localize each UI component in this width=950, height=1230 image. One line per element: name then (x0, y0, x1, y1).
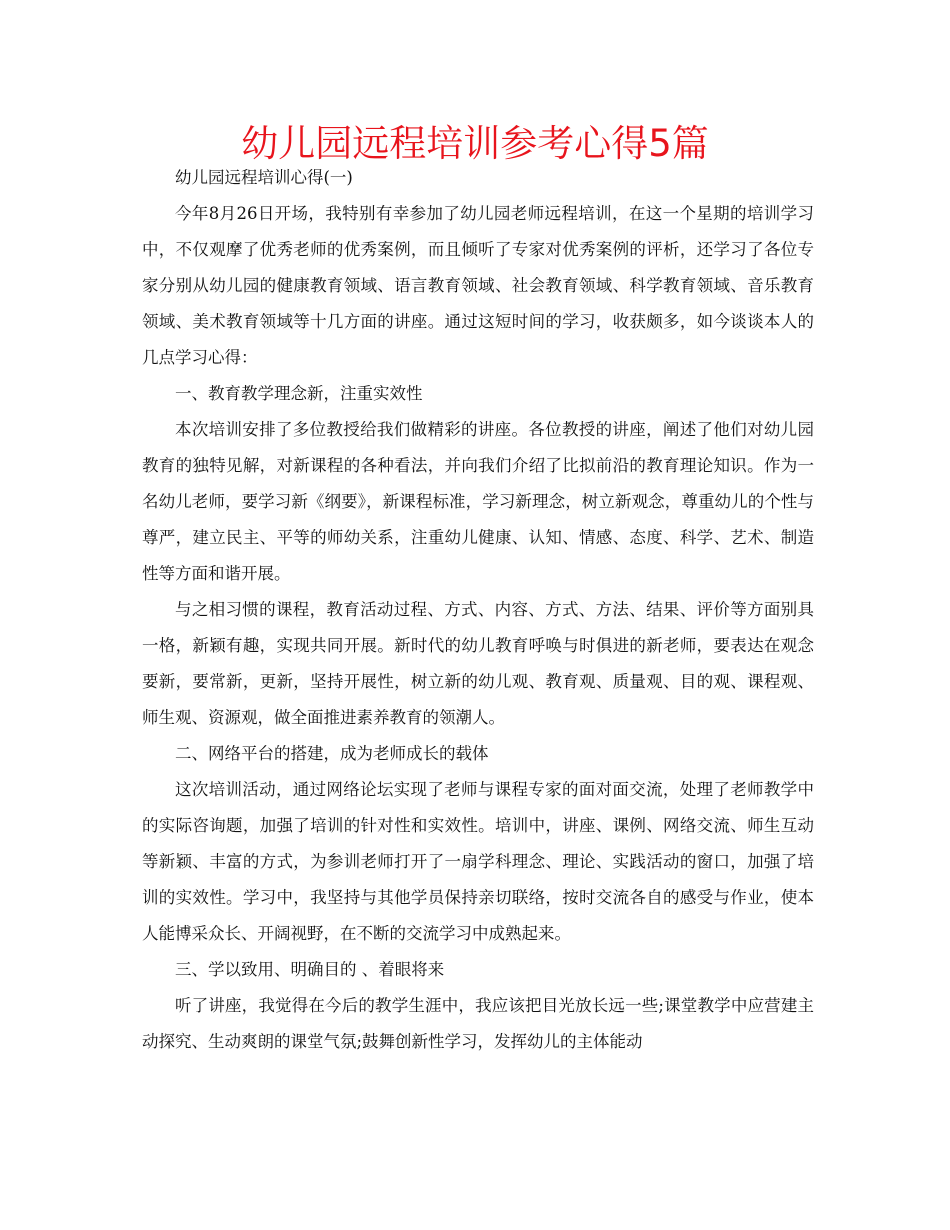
paragraph-section-3: 听了讲座，我觉得在今后的教学生涯中，我应该把目光放长远一些;课堂教学中应营建主动探究、生动爽朗的课堂气氛;鼓舞创新性学习，发挥幼儿的主体能动 (142, 996, 814, 1051)
section-heading-3: 三、学以致用、明确目的 、着眼将来 (175, 960, 445, 979)
section-heading-2: 二、网络平台的搭建，成为老师成长的载体 (175, 744, 489, 763)
paragraph-intro: 今年8月26日开场，我特别有幸参加了幼儿园老师远程培训，在这一个星期的培训学习中，不仅观摩了优秀老师的优秀案例，而且倾听了专家对优秀案例的评析，还学习了各位专家分别从幼儿园的健康教育领域、语言教育领域、社会教育领域、科学教育领域、音乐教育领域、美术教育领域等十几方面的讲座。通过这短时间的学习，收获颇多，如今谈谈本人的几点学习心得： (142, 204, 814, 367)
section-heading-1: 一、教育教学理念新，注重实效性 (175, 384, 423, 403)
document-subtitle: 幼儿园远程培训心得(一) (175, 168, 353, 187)
document-title: 幼儿园远程培训参考心得5篇 (241, 122, 709, 165)
paragraph-section-1-a: 本次培训安排了多位教授给我们做精彩的讲座。各位教授的讲座，阐述了他们对幼儿园教育的独特见解，对新课程的各种看法，并向我们介绍了比拟前沿的教育理论知识。作为一名幼儿老师，要学习新《纲要》，新课程标准，学习新理念，树立新观念，尊重幼儿的个性与尊严，建立民主、平等的师幼关系，注重幼儿健康、认知、情感、态度、科学、艺术、制造性等方面和谐开展。 (142, 420, 814, 583)
paragraph-section-2: 这次培训活动，通过网络论坛实现了老师与课程专家的面对面交流，处理了老师教学中的实际咨询题，加强了培训的针对性和实效性。培训中，讲座、课例、网络交流、师生互动等新颖、丰富的方式，为参训老师打开了一扇学科理念、理论、实践活动的窗口，加强了培训的实效性。学习中，我坚持与其他学员保持亲切联络，按时交流各自的感受与作业，使本人能博采众长、开阔视野，在不断的交流学习中成熟起来。 (142, 780, 814, 943)
document-body (142, 160, 814, 1060)
paragraph-section-1-b: 与之相习惯的课程，教育活动过程、方式、内容、方式、方法、结果、评价等方面别具一格，新颖有趣，实现共同开展。新时代的幼儿教育呼唤与时俱进的新老师，要表达在观念要新，要常新，更新，坚持开展性，树立新的幼儿观、教育观、质量观、目的观、课程观、师生观、资源观，做全面推进素养教育的领潮人。 (142, 600, 814, 727)
